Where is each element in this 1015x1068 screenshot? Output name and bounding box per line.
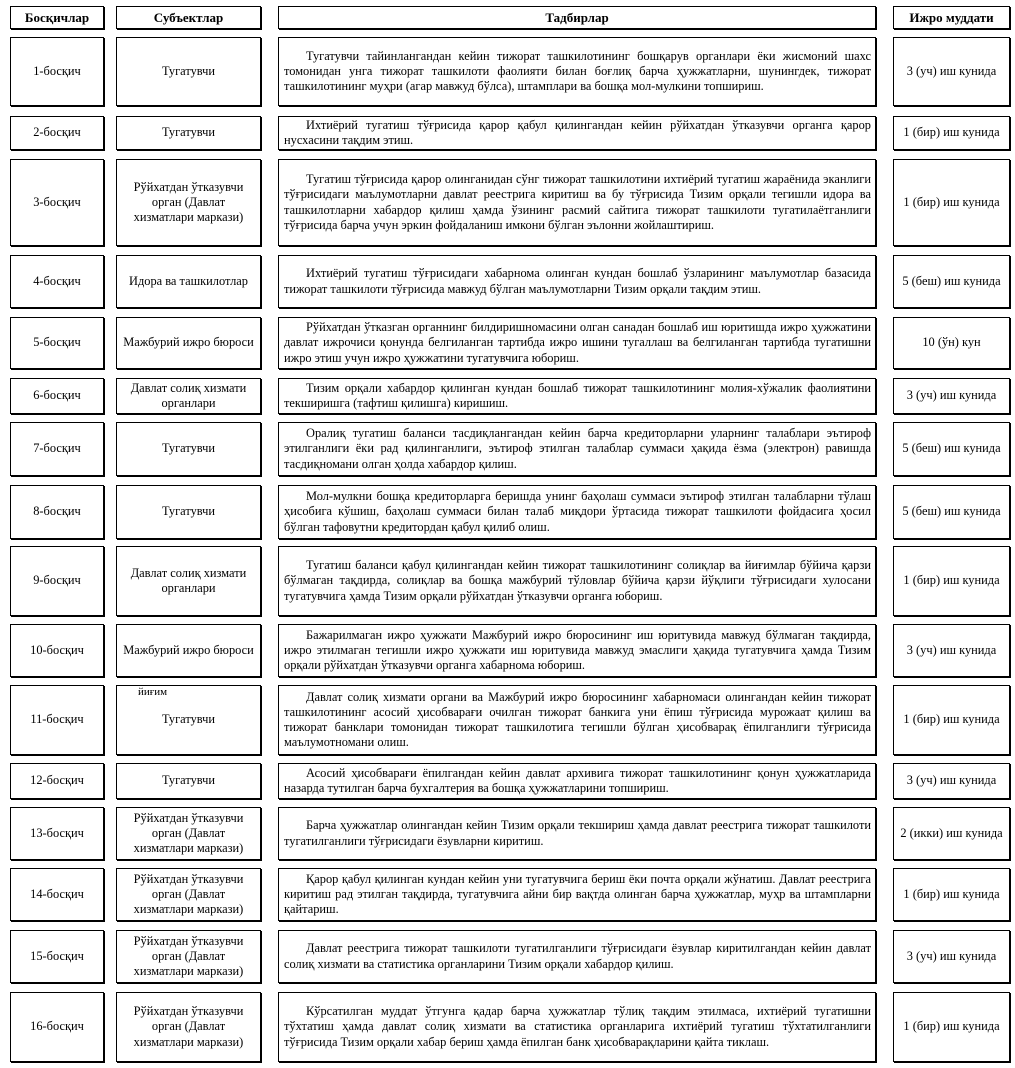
stage-cell: 12-босқич bbox=[10, 763, 104, 799]
action-cell bbox=[278, 255, 876, 308]
subject-cell: Тугатувчи bbox=[116, 763, 261, 799]
subject-cell: Рўйхатдан ўтказувчи орган (Давлат хизматлари маркази) bbox=[116, 992, 261, 1062]
action-text: Ихтиёрий тугатиш тўғрисидаги хабарнома олинган кундан бошлаб ўзларининг маълумотлар базасида тижорат ташкилоти тўғрисида мавжуд бўлган маълумотларни Тизим орқали тақдим этиш. bbox=[284, 266, 871, 296]
action-cell bbox=[278, 685, 876, 755]
stage-cell: 14-босқич bbox=[10, 868, 104, 921]
action-cell bbox=[278, 930, 876, 983]
subject-cell: Давлат солиқ хизмати органлари bbox=[116, 378, 261, 414]
header-subjects: Субъектлар bbox=[116, 6, 261, 29]
deadline-cell: 1 (бир) иш кунида bbox=[893, 868, 1010, 921]
subject-cell: Тугатувчи bbox=[116, 37, 261, 106]
action-text: Давлат солиқ хизмати органи ва Мажбурий ижро бюросининг хабарномаси олингандан кейин тижорат ташкилотининг асосий ҳисобварағи очилган тижорат банкига уни ёпиш тўғрисида мурожаат қилиш ва тижорат банклари томонидан тижорат ташкилотига тегишли бўлган ҳисобварақ ёпилганлиги тўғрисида маълумотномани олиш. bbox=[284, 689, 871, 750]
subject-cell: Тугатувчи bbox=[116, 116, 261, 150]
action-text: Ихтиёрий тугатиш тўғрисида қарор қабул қилингандан кейин рўйхатдан ўтказувчи органга қарор нусхасини тақдим этиш. bbox=[284, 117, 871, 147]
action-text: Қарор қабул қилинган кундан кейин уни тугатувчига бериш ёки почта орқали жўнатиш. Давлат реестрига киритиш рад этилган тақдирда, тугатувчига айни бир вақтда олинган барча ҳужжатлар, муҳр ва штампларни қайтариш. bbox=[284, 871, 871, 917]
deadline-cell: 1 (бир) иш кунида bbox=[893, 685, 1010, 755]
deadline-cell: 5 (беш) иш кунида bbox=[893, 485, 1010, 539]
action-cell bbox=[278, 116, 876, 150]
action-text: Давлат реестрига тижорат ташкилоти тугатилганлиги тўғрисидаги ёзувлар киритилгандан кейин давлат солиқ хизмати ва статистика органларини Тизим орқали хабардор қилиш. bbox=[284, 941, 871, 971]
header-deadline: Ижро муддати bbox=[893, 6, 1010, 29]
stage-cell: 7-босқич bbox=[10, 422, 104, 476]
stage-cell: 8-босқич bbox=[10, 485, 104, 539]
deadline-cell: 3 (уч) иш кунида bbox=[893, 763, 1010, 799]
stage-cell: 13-босқич bbox=[10, 807, 104, 860]
stage-cell: 3-босқич bbox=[10, 159, 104, 246]
subject-cell: Рўйхатдан ўтказувчи орган (Давлат хизматлари маркази) bbox=[116, 930, 261, 983]
subject-cell: Тугатувчи bbox=[116, 485, 261, 539]
stage-cell: 1-босқич bbox=[10, 37, 104, 106]
subject-cell: Тугатувчи bbox=[116, 422, 261, 476]
stage-cell: 11-босқич bbox=[10, 685, 104, 755]
stage-cell: 15-босқич bbox=[10, 930, 104, 983]
action-cell bbox=[278, 807, 876, 860]
action-cell bbox=[278, 159, 876, 246]
action-text: Бажарилмаган ижро ҳужжати Мажбурий ижро бюросининг иш юритувида мавжуд бўлмаган тақдирда, ижро этилмаган тегишли ижро ҳужжати иш юритувида мавжуд эмаслиги ҳақида тугатувчига ҳамда Тизим орқали рўйхатдан ўтказувчи органга хабарнома юбориш. bbox=[284, 627, 871, 673]
action-text: Оралиқ тугатиш баланси тасдиқлангандан кейин барча кредиторларни уларнинг талаблари эътироф этилганлиги ёки рад қилинганлиги, эътироф этилган талаблар суммаси ҳақида ёзма (электрон) равишда тасдиқномани олган ҳолда хабардор қилиш. bbox=[284, 426, 871, 471]
stage-cell: 6-босқич bbox=[10, 378, 104, 414]
subject-cell: Рўйхатдан ўтказувчи орган (Давлат хизматлари маркази) bbox=[116, 868, 261, 921]
subject-cell: Рўйхатдан ўтказувчи орган (Давлат хизматлари маркази) bbox=[116, 159, 261, 246]
stray-text: йиғим bbox=[138, 686, 168, 698]
action-text: Кўрсатилган муддат ўтгунга қадар барча ҳужжатлар тўлиқ тақдим этилмаса, ихтиёрий тугатишни тўхтатиш ҳамда давлат солиқ хизмати ва статистика органларига ихтиёрий тугатиш тўхтатилганлиги тўғрисида Тизим орқали хабар бериш ҳамда ёпилган банк ҳисобварақларини қайта тиклаш. bbox=[284, 1004, 871, 1049]
action-cell bbox=[278, 763, 876, 799]
action-text: Тизим орқали хабардор қилинган кундан бошлаб тижорат ташкилотининг молия-хўжалик фаолиятини текширишга (тафтиш қилишга) киришиш. bbox=[284, 380, 871, 410]
action-text: Асосий ҳисобварағи ёпилгандан кейин давлат архивига тижорат ташкилотининг қонун ҳужжатларида назарда тутилган барча бухгалтерия ва бошқа ҳужжатларини топшириш. bbox=[284, 765, 871, 795]
deadline-cell: 2 (икки) иш кунида bbox=[893, 807, 1010, 860]
action-cell bbox=[278, 992, 876, 1062]
deadline-cell: 3 (уч) иш кунида bbox=[893, 624, 1010, 677]
stage-cell: 4-босқич bbox=[10, 255, 104, 308]
stage-cell: 5-босқич bbox=[10, 317, 104, 369]
deadline-cell: 3 (уч) иш кунида bbox=[893, 378, 1010, 414]
action-cell bbox=[278, 485, 876, 539]
stage-cell: 9-босқич bbox=[10, 546, 104, 616]
action-cell bbox=[278, 868, 876, 921]
action-cell bbox=[278, 422, 876, 476]
action-text: Тугатиш баланси қабул қилингандан кейин тижорат ташкилотининг солиқлар ва йиғимлар бўйича қарзи бўлмаган тақдирда, солиқлар ва бошқа мажбурий тўловлар бўйича қарзи йўқлиги тўғрисидаги хулосани тугатувчига ҳамда Тизим орқали рўйхатдан ўтказувчи органга юбориш. bbox=[284, 558, 871, 603]
deadline-cell: 10 (ўн) кун bbox=[893, 317, 1010, 369]
subject-cell: Рўйхатдан ўтказувчи орган (Давлат хизматлари маркази) bbox=[116, 807, 261, 860]
deadline-cell: 1 (бир) иш кунида bbox=[893, 992, 1010, 1062]
deadline-cell: 5 (беш) иш кунида bbox=[893, 422, 1010, 476]
subject-cell: Мажбурий ижро бюроси bbox=[116, 317, 261, 369]
header-actions: Тадбирлар bbox=[278, 6, 876, 29]
stage-cell: 2-босқич bbox=[10, 116, 104, 150]
action-text: Тугатувчи тайинлангандан кейин тижорат ташкилотининг бошқарув органлари ёки жисмоний шахс томонидан унга тижорат ташкилоти фаолияти билан боғлиқ барча ҳужжатларни, шунингдек, тижорат ташкилотининг муҳри (агар мавжуд бўлса), штамплари ва бошқа мол-мулкини топшириш. bbox=[284, 48, 871, 94]
deadline-cell: 1 (бир) иш кунида bbox=[893, 116, 1010, 150]
subject-cell: Идора ва ташкилотлар bbox=[116, 255, 261, 308]
header-stage: Босқичлар bbox=[10, 6, 104, 29]
action-cell bbox=[278, 546, 876, 616]
action-cell bbox=[278, 317, 876, 369]
action-text: Барча ҳужжатлар олингандан кейин Тизим орқали текшириш ҳамда давлат реестрига тижорат ташкилоти тугатилганлиги тўғрисидаги ёзувларни киритиш. bbox=[284, 818, 871, 848]
deadline-cell: 1 (бир) иш кунида bbox=[893, 546, 1010, 616]
action-cell bbox=[278, 37, 876, 106]
subject-cell: Мажбурий ижро бюроси bbox=[116, 624, 261, 677]
deadline-cell: 1 (бир) иш кунида bbox=[893, 159, 1010, 246]
action-cell bbox=[278, 378, 876, 414]
stage-cell: 10-босқич bbox=[10, 624, 104, 677]
deadline-cell: 5 (беш) иш кунида bbox=[893, 255, 1010, 308]
action-text: Тугатиш тўғрисида қарор олинганидан сўнг тижорат ташкилотини ихтиёрий тугатиш жараёнида эканлиги тўғрисидаги маълумотларни давлат реестрига киритиш ва бу тўғрисида Тизим орқали тегишли идора ва ташкилотларни хабардор қилиш ҳамда ўзининг расмий сайтига тижорат ташкилоти тугатилаётганлиги тўғрисида барча учун эркин фойдаланиш имкони бўлган эълонни жойлаштириш. bbox=[284, 172, 871, 232]
stage-cell: 16-босқич bbox=[10, 992, 104, 1062]
action-text: Мол-мулкни бошқа кредиторларга беришда унинг баҳолаш суммаси эътироф этилган талабларни тўлаш ҳисобига кўшиш, баҳолаш суммаси билан талаб миқдори ўртасида тижорат ташкилоти фойдасига ҳосил бўлган тафовутни кредитордан қабул қилиб олиш. bbox=[284, 489, 871, 534]
deadline-cell: 3 (уч) иш кунида bbox=[893, 37, 1010, 106]
action-cell bbox=[278, 624, 876, 677]
action-text: Рўйхатдан ўтказган органнинг билдиришномасини олган санадан бошлаб иш юритишда ижро ҳужжатини давлат ижрочиси қонунда белгиланган тартибда ижро ишини тугаллаш ва белгиланган тартибда тугатишни ижро этиш учун ижро ҳужжатини тугатувчига юбориш. bbox=[284, 320, 871, 365]
deadline-cell: 3 (уч) иш кунида bbox=[893, 930, 1010, 983]
subject-cell: Тугатувчи bbox=[116, 685, 261, 755]
subject-cell: Давлат солиқ хизмати органлари bbox=[116, 546, 261, 616]
